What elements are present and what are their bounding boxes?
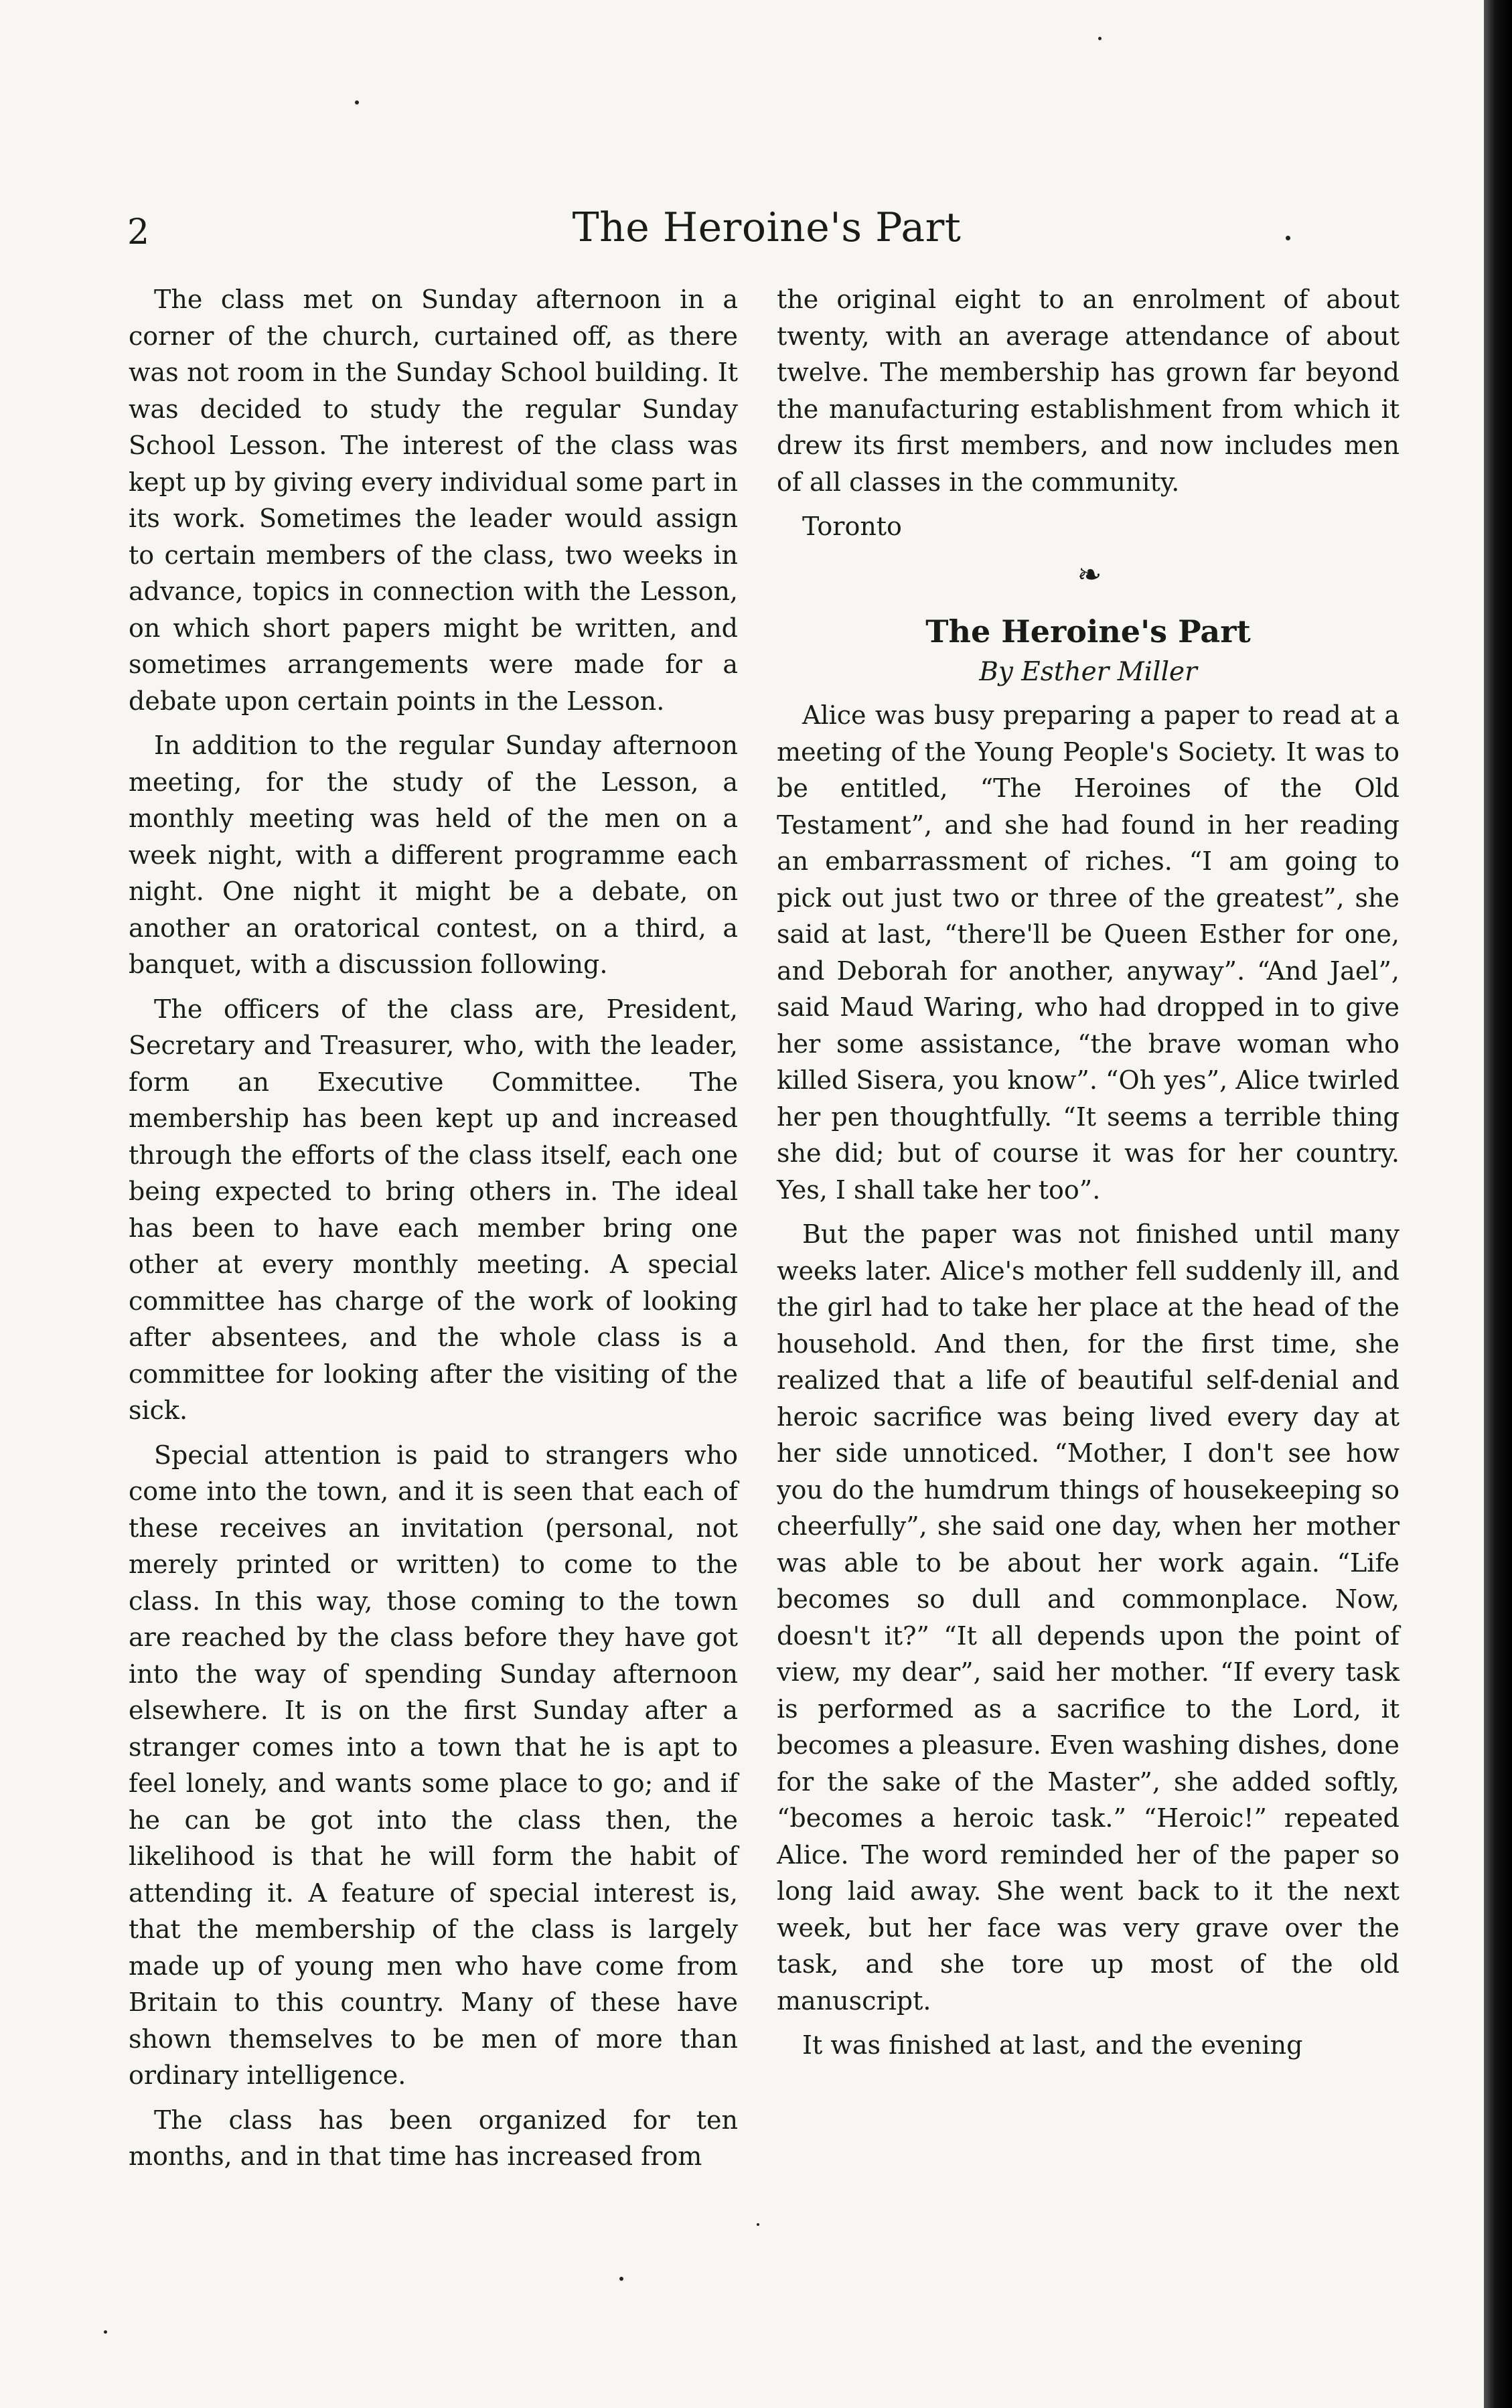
paragraph: The class has been organized for ten months, and in that time has increased from: [129, 2105, 738, 2171]
left-column: [129, 281, 738, 2175]
scan-speck: [104, 2330, 107, 2334]
paragraph: It was finished at last, and the evening: [802, 2030, 1303, 2060]
scan-speck: [355, 100, 359, 104]
story-byline: By Esther Miller: [979, 656, 1197, 687]
paragraph: But the paper was not finished until many weeks later. Alice's mother fell suddenly ill, and the girl had to take her place at the head of the household. And then, for the first time, she realized that a life of beautiful self-denial and heroic sacrifice was being lived every day at her side unnoticed. “Mother, I don't see how you do the humdrum things of housekeeping so cheerfully”, she said one day, when her mother was able to be about her work again. “Life becomes so dull and commonplace. Now, doesn't it?” “It all depends upon the point of view, my dear”, said her mother. “If every task is performed as a sacrifice to the Lord, it becomes a pleasure. Even washing dishes, done for the sake of the Master”, she added softly, “becomes a heroic task.” “Heroic!” repeated Alice. The word reminded her of the paper so long laid away. She went back to it the next week, but her face was very grave over the task, and she tore up most of the old manuscript.: [777, 1219, 1400, 2016]
scan-speck: [1286, 236, 1290, 240]
scan-speck: [1098, 37, 1102, 40]
right-column: [777, 281, 1400, 2064]
paragraph: Special attention is paid to strangers who come into the town, and it is seen that each of these receives an invitation (personal, not merely printed or written) to come to the class. In this way, those coming to the town are reached by the class before they have got into the way of spending Sunday afternoon elsewhere. It is on the first Sunday after a stranger comes into a town that he is apt to feel lonely, and wants some place to go; and if he can be got into the class then, the likelihood is that he will form the habit of attending it. A feature of special interest is, that the membership of the class is largely made up of young men who have come from Britain to this country. Many of these have shown themselves to be men of more than ordinary intelligence.: [129, 1440, 738, 2090]
scan-speck: [757, 2223, 759, 2226]
paragraph: The class met on Sunday afternoon in a corner of the church, curtained off, as there was not room in the Sunday School building. It was decided to study the regular Sunday School Lesson. The interest of the class was kept up by giving every individual some part in its work. Sometimes the leader would assign to certain members of the class, two weeks in advance, topics in connection with the Lesson, on which short papers might be written, and sometimes arrangements were made for a debate upon certain points in the Lesson.: [129, 285, 738, 716]
section-ornament-icon: ❧: [1077, 557, 1100, 592]
paragraph: In addition to the regular Sunday afternoon meeting, for the study of the Lesson, a monthly meeting was held of the men on a week night, with a different programme each night. One night it might be a debate, on another an oratorical contest, on a third, a banquet, with a discussion following.: [129, 731, 738, 979]
scan-speck: [619, 2277, 623, 2281]
signoff-place: Toronto: [802, 512, 902, 541]
paragraph: Alice was busy preparing a paper to read at a meeting of the Young People's Society. It was to be entitled, “The Heroines of the Old Testament”, and she had found in her reading an embarrassment of riches. “I am going to pick out just two or three of the greatest”, she said at last, “there'll be Queen Esther for one, and Deborah for another, anyway”. “And Jael”, said Maud Waring, who had dropped in to give her some assistance, “the brave woman who killed Sisera, you know”. “Oh yes”, Alice twirled her pen thoughtfully. “It seems a terrible thing she did; but of course it was for her country. Yes, I shall take her too”.: [777, 700, 1400, 1205]
paragraph: The officers of the class are, President, Secretary and Treasurer, who, with the leader, form an Executive Committee. The membership has been kept up and increased through the efforts of the class itself, each one being expected to bring others in. The ideal has been to have each member bring one other at every monthly meeting. A special committee has charge of the work of looking after absentees, and the whole class is a committee for looking after the visiting of the sick.: [129, 994, 738, 1425]
continued-paragraph: the original eight to an enrolment of about twenty, with an average attendance of about twelve. The membership has grown far beyond the manufacturing establishment from which it drew its first members, and now includes men of all classes in the community.: [777, 285, 1400, 497]
page-header: [127, 198, 1406, 265]
running-head: The Heroine's Part: [572, 204, 962, 251]
scan-edge-shadow: [1484, 0, 1512, 2408]
story-title: The Heroine's Part: [925, 613, 1251, 650]
page-number: 2: [127, 212, 150, 252]
